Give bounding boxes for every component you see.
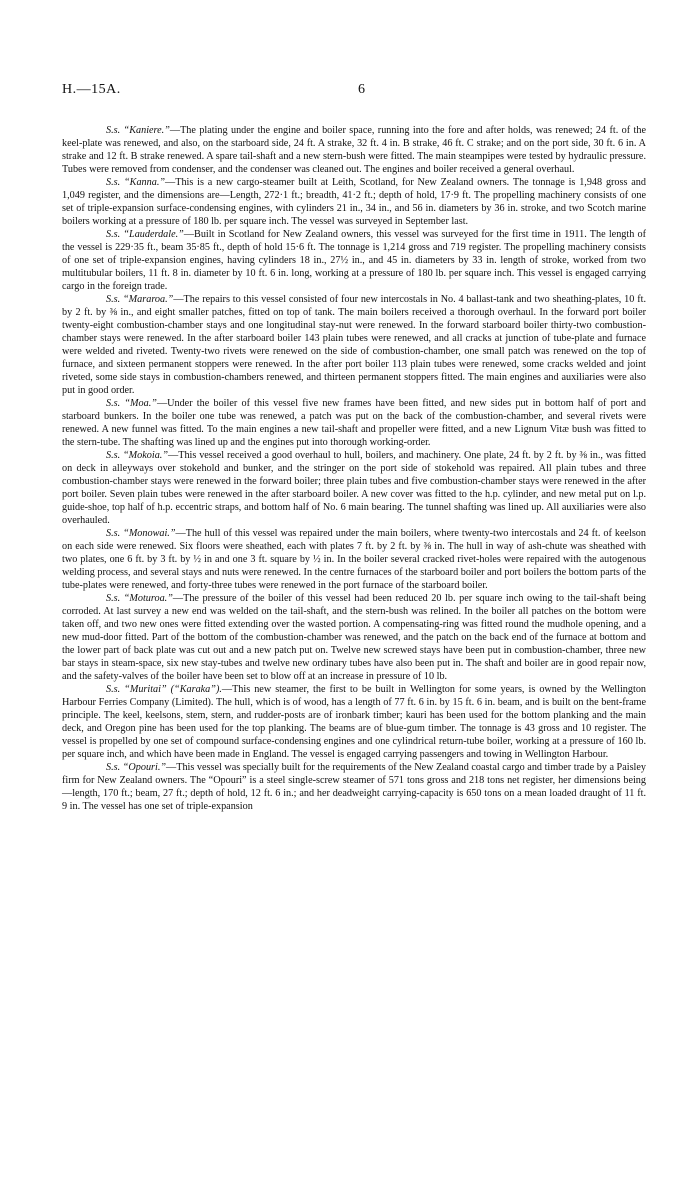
paragraph-kanna xyxy=(62,176,646,228)
vessel-name: S.s. “Moturoa.” xyxy=(106,593,173,604)
vessel-name: S.s. “Lauderdale.” xyxy=(106,229,184,240)
paragraph-text: —This vessel was specially built for the requirements of the New Zealand coastal cargo and timber trade by a Paisley firm for New Zealand owners. The “Opouri” is a steel single-screw steamer of 571 tons gross and 218 tons net register, her dimensions being—length, 170 ft.; beam, 27 ft.; depth of hold, 12 ft. 6 in.; and her deadweight carrying-capacity is 650 tons on a mean loaded draught of 11 ft. 9 in. The vessel has one set of triple-expansion xyxy=(62,762,646,812)
paragraph-mararoa xyxy=(62,293,646,397)
vessel-name: S.s. “Kanna.” xyxy=(106,177,166,188)
paragraph-muritai xyxy=(62,683,646,761)
vessel-name: S.s. “Monowai.” xyxy=(106,528,176,539)
paragraph-kaniere xyxy=(62,124,646,176)
vessel-name: S.s. “Mararoa.” xyxy=(106,294,174,305)
paragraph-text: —The hull of this vessel was repaired under the main boilers, where twenty-two intercostals and 24 ft. of keelson on each side were renewed. Six floors were sheathed, each with plates 7 ft. by 2 ft. by ⅜ in. The hull in way of ash-chute was sheathed with two plates, one 6 ft. by 3 ft. by ½ in and one 3 ft. square by ½ in. In the boiler several cracked rivet-holes were repaired with the autogenous welding process, and several stays and nuts were renewed. In the centre furnaces of the starboard boiler and port boilers the bottom parts of the tube-plates were renewed, and forty-three tubes were renewed in the port furnace of the starboard boiler. xyxy=(62,528,646,591)
paragraph-text: —This new steamer, the first to be built in Wellington for some years, is owned by the Wellington Harbour Ferries Company (Limited). The hull, which is of wood, has a length of 77 ft. 6 in. by 15 ft. 6 in. beam, and is built on the bent-frame principle. The keel, keelsons, stem, stern, and rudder-posts are of ironbark timber; kauri has been used for the bottom planking and the main deck, and Oregon pine has been used for the top planking. The beams are of blue-gum timber. The tonnage is 43 gross and 10 register. The vessel is propelled by one set of compound surface-condensing engines and one cylindrical return-tube boiler, working at a pressure of 160 lb. per square inch, and which have been made in England. The vessel is engaged carrying passengers and towing in Wellington Harbour. xyxy=(62,684,647,760)
document-body xyxy=(62,124,646,813)
vessel-name: S.s. “Mokoia.” xyxy=(106,450,169,461)
page-number: 6 xyxy=(358,82,365,97)
paragraph-text: —This is a new cargo-steamer built at Leith, Scotland, for New Zealand owners. The tonnage is 1,948 gross and 1,049 register, and the dimensions are—Length, 272·1 ft.; breadth, 41·2 ft.; depth of hold, 17·9 ft. The propelling machinery consists of one set of triple-expansion surface-condensing engines, with cylinders 21 in., 34 in., and 56 in. diameters by 36 in. stroke, and two Scotch marine boilers working at a pressure of 180 lb. per square inch. The vessel was surveyed in September last. xyxy=(62,177,646,227)
paragraph-mokoia xyxy=(62,449,646,527)
paragraph-text: —The pressure of the boiler of this vessel had been reduced 20 lb. per square inch owing to the tail-shaft being corroded. At last survey a new end was welded on the tail-shaft, and the stern-bush was relined. In the boiler all patches on the bottom were taken off, and two new ones were fitted extending over the wasted portion. A compensating-ring was fitted round the mudhole opening, and a new mud-door fitted. Part of the bottom of the combustion-chamber was renewed, and the patch on the back end of the furnace at bottom and the lower part of back plate was cut out and a new patch put on. Twelve new screwed stays have been put in combustion-chamber, three new bar stays in steam-space, six new stay-tubes and twelve new ordinary tubes have also been put in. The shaft and boiler are in good repair now, and the safety-valves of the boiler have been set to blow off at an increase in pressure of 10 lb. xyxy=(62,593,647,682)
document-reference: H.—15A. xyxy=(62,82,121,97)
page-header xyxy=(62,82,642,102)
paragraph-opouri xyxy=(62,761,646,813)
vessel-name: S.s. “Kaniere.” xyxy=(106,125,170,136)
paragraph-moa xyxy=(62,397,646,449)
paragraph-moturoa xyxy=(62,592,646,683)
paragraph-text: —The plating under the engine and boiler space, running into the fore and after holds, was renewed; 24 ft. of the keel-plate was renewed, and also, on the starboard side, 24 ft. A strake, 32 ft. 4 in. B strake, 46 ft. C strake; and on the port side, 30 ft. 6 in. A strake and 12 ft. B strake renewed. A spare tail-shaft and a new stern-bush were fitted. The main steampipes were tested by hydraulic pressure. Tubes were removed from condenser, and the condenser was cleaned out. The engines and boiler received a general overhaul. xyxy=(62,125,646,175)
vessel-name: S.s. “Moa.” xyxy=(106,398,157,409)
paragraph-text: —Under the boiler of this vessel five new frames have been fitted, and new sides put in bottom half of port and starboard bunkers. In the boiler one tube was renewed, a patch was put on the back of the combustion-chamber, and several rivets were renewed. A new funnel was fitted. To the main engines a new tail-shaft and propeller were fitted, and a new Lignum Vitæ bush was fitted to the stern-tube. The shafting was lined up and the engines put into thorough working-order. xyxy=(62,398,646,448)
paragraph-lauderdale xyxy=(62,228,646,293)
vessel-name: S.s. “Muritai” (“Karaka”). xyxy=(106,684,222,695)
paragraph-monowai xyxy=(62,527,646,592)
paragraph-text: —This vessel received a good overhaul to hull, boilers, and machinery. One plate, 24 ft. by 2 ft. by ⅜ in., was fitted on deck in alleyways over stokehold and bunker, and the stringer on the port side of stokehold was repaired. All plain tubes and three combustion-chamber stays were renewed in the forward boiler; three plain tubes and five combustion-chamber stays were renewed in the after port boiler. Seven plain tubes were renewed in the after starboard boiler. A new cover was fitted to the h.p. cylinder, and new metal put on l.p. guide-shoe, top half of h.p. eccentric straps, and bottom half of No. 6 main bearing. The tunnel shafting was lined up. All auxiliaries were also overhauled. xyxy=(62,450,646,526)
vessel-name: S.s. “Opouri.” xyxy=(106,762,167,773)
paragraph-text: —Built in Scotland for New Zealand owners, this vessel was surveyed for the first time in 1911. The length of the vessel is 229·35 ft., beam 35·85 ft., depth of hold 15·6 ft. The tonnage is 1,214 gross and 719 register. The propelling machinery consists of one set of triple-expansion engines, having cylinders 18 in., 27½ in., and 45 in. diameters by 33 in. length of stroke, worked from two multitubular boilers, 11 ft. 8 in. diameter by 10 ft. 6 in. long, working at a pressure of 180 lb. per square inch. This vessel is engaged carrying cargo in the foreign trade. xyxy=(62,229,647,292)
paragraph-text: —The repairs to this vessel consisted of four new intercostals in No. 4 ballast-tank and two sheathing-plates, 10 ft. by 2 ft. by ⅜ in., and eight smaller patches, fitted on top of tank. The main boilers received a thorough overhaul. In the forward port boiler twenty-eight combustion-chamber stays and one longitudinal stay-nut were renewed. In the forward starboard boiler thirty-two combustion-chamber stays were renewed. In the after starboard boiler 143 plain tubes were renewed, and all cracks at junction of tube-plate and furnace were welded and riveted. Twenty-two rivets were renewed on the side of combustion-chamber, one small patch was renewed on the top of furnace, and sixteen permanent stoppers were renewed. In the after port boiler 113 plain tubes were renewed, some cracks welded and joint riveted, some side stays in combustion-chambers renewed, and thirteen permanent stoppers fitted. The main engines and auxiliaries were also put in good order. xyxy=(62,294,646,396)
